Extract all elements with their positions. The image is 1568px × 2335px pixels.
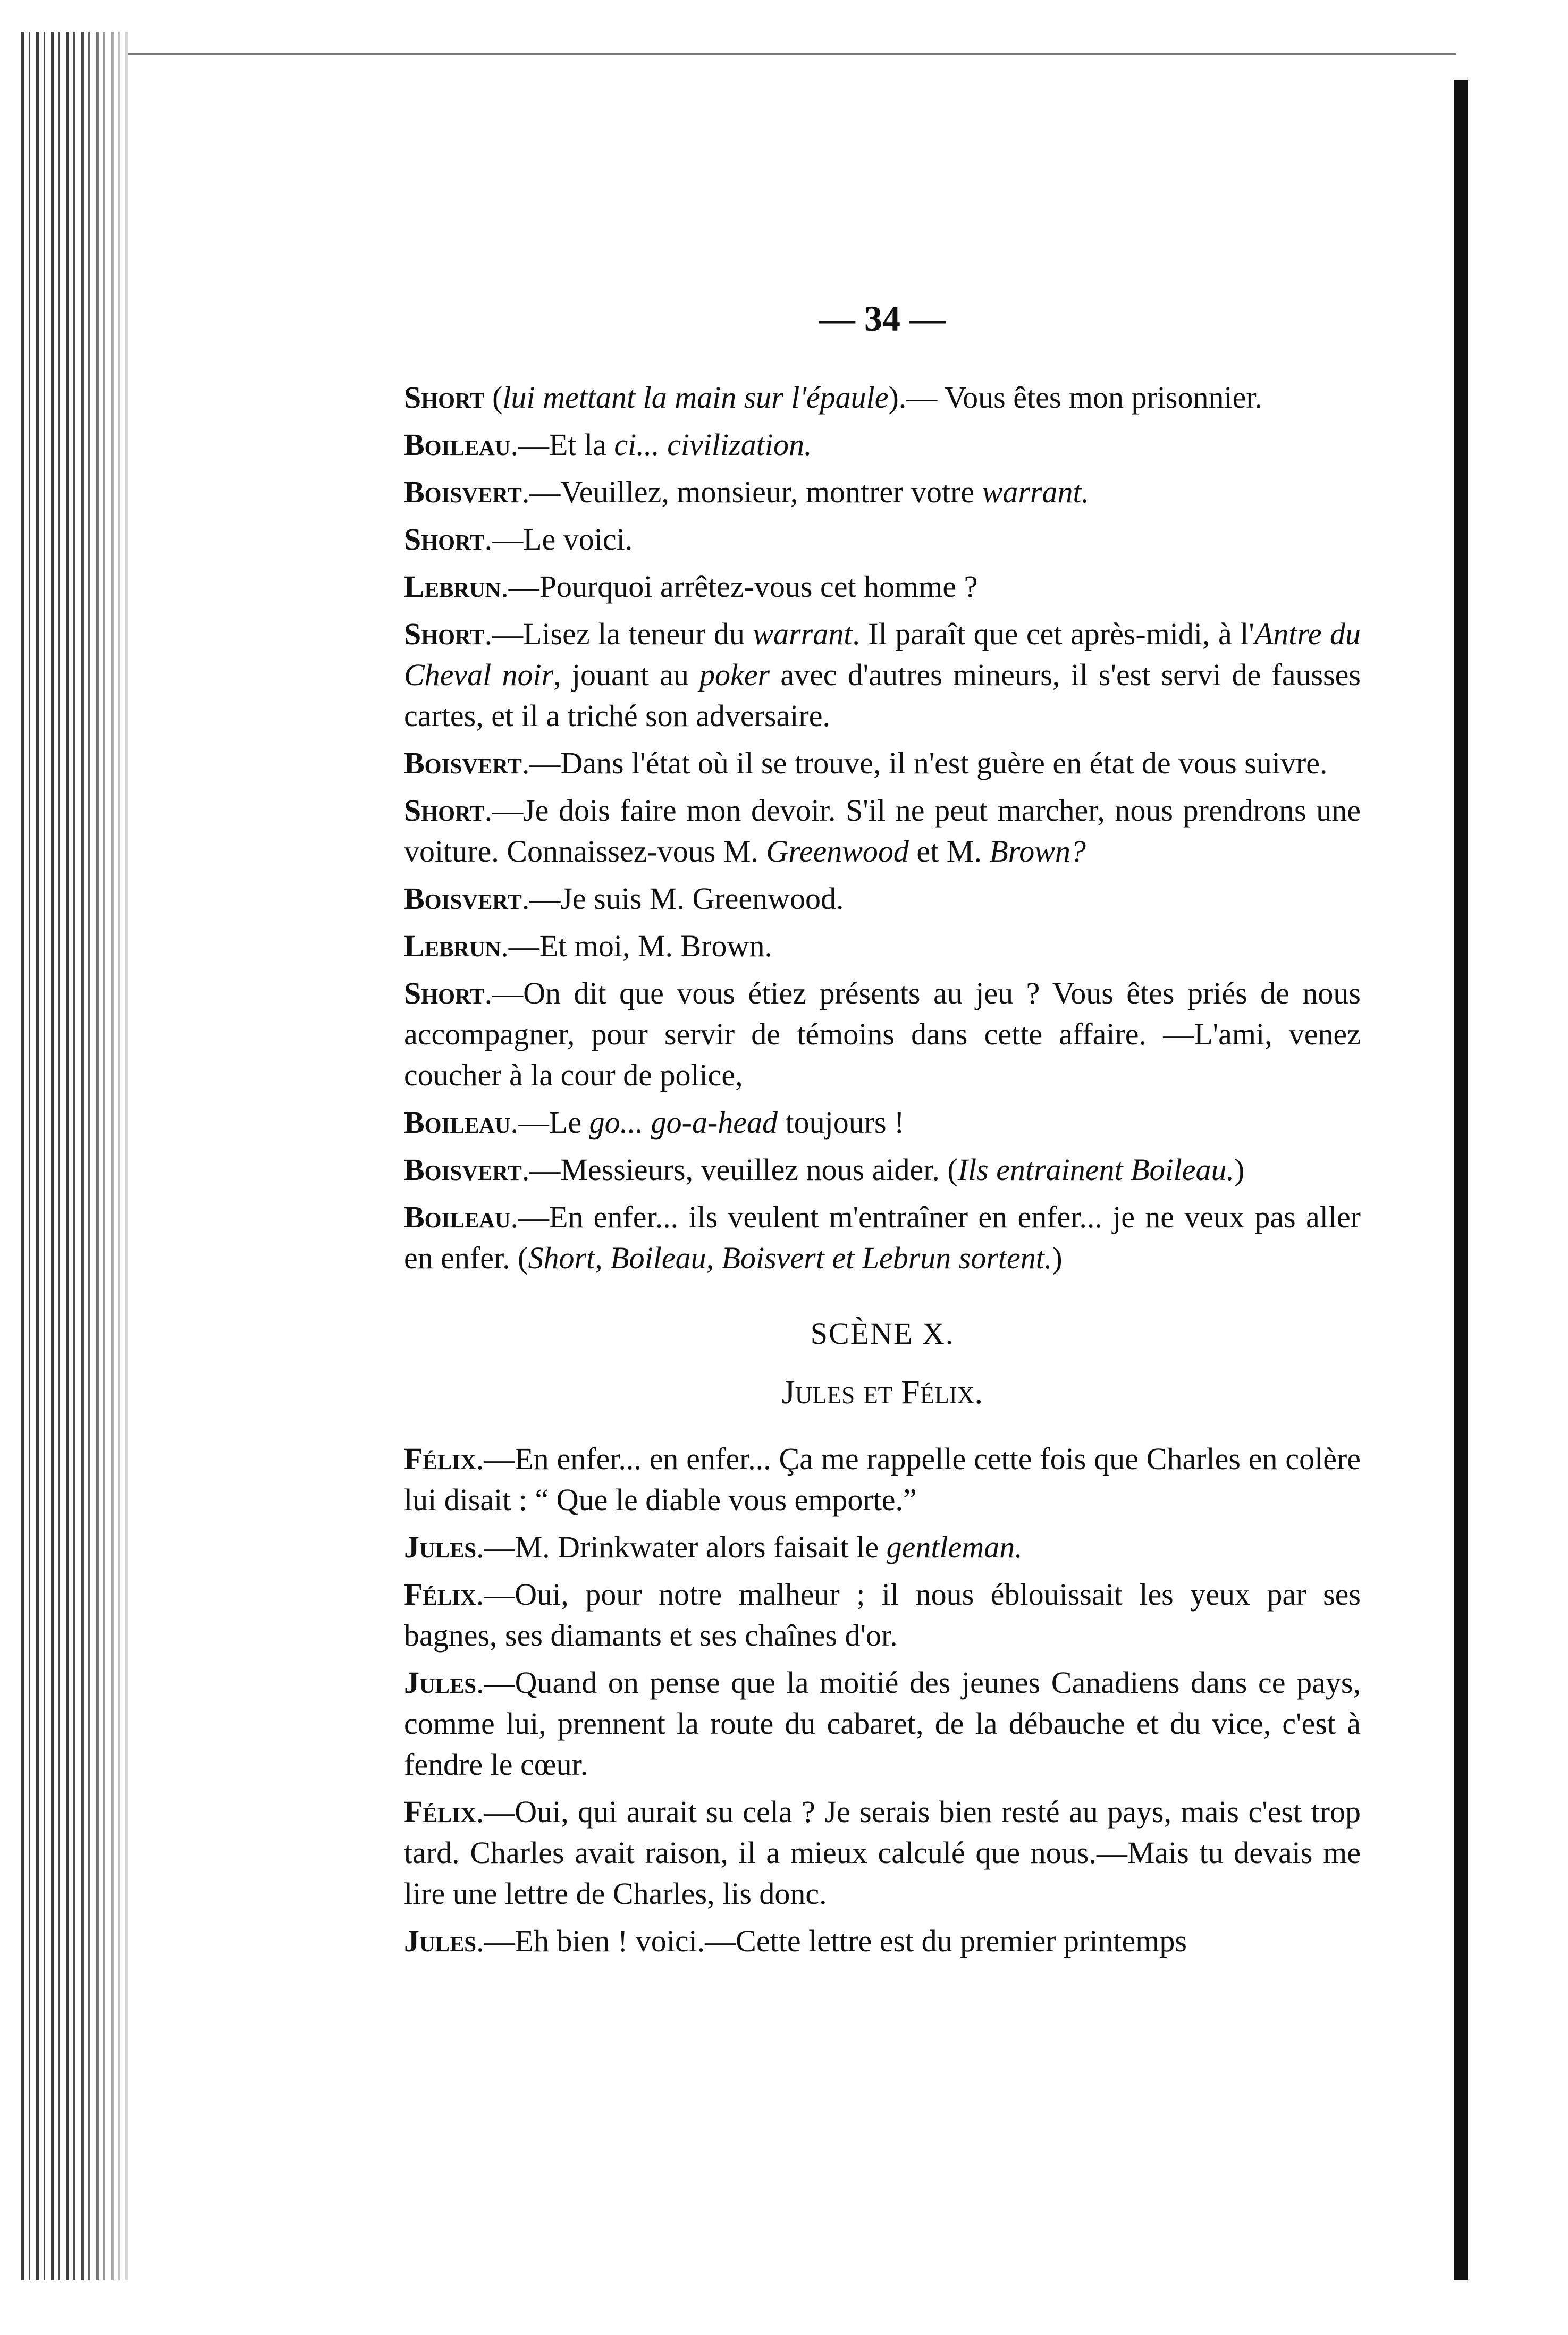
speech-text: .—Dans l'état où il se trouve, il n'est guère en état de vous suivre. [521,746,1328,780]
speech-text: , jouant au [553,657,700,692]
speech-text: ) [1234,1152,1245,1187]
italic-text: gentleman. [886,1530,1023,1564]
speech [404,878,1361,919]
italic-text: Short, Boileau, Boisvert et Lebrun sortent. [528,1241,1052,1275]
speech-text: .—Le [510,1105,589,1140]
speech [404,925,1361,966]
speaker-name: Jules [404,1924,477,1958]
italic-text: Ils entrainent Boileau. [957,1152,1234,1187]
speech-text: .—Et moi, M. Brown. [501,929,772,963]
speaker-name: Jules [404,1665,477,1700]
speaker-name: Boisvert [404,475,522,509]
scan-right-edge [1454,80,1468,2280]
speaker-name: Short [404,617,485,651]
speech [404,613,1361,736]
speech [404,377,1361,418]
italic-text: go... go-a-head [589,1105,778,1140]
speaker-name: Boisvert [404,1152,522,1187]
speech-text: ).— Vous êtes mon prisonnier. [888,380,1262,415]
speech [404,1791,1361,1914]
speaker-name: Short [404,793,485,828]
speech-text: ) [1052,1241,1063,1275]
speech-text: .—Quand on pense que la moitié des jeunes Canadiens dans ce pays, comme lui, prennent la route du cabaret, de la débauche et du vice, c'est à fendre le cœur. [404,1665,1361,1782]
speaker-name: Boileau [404,1200,511,1234]
speech [404,1102,1361,1143]
speech-text: .—Le voici. [484,522,633,557]
dialogue-block-2 [404,1438,1361,1961]
speaker-name: Boisvert [404,881,522,916]
speech-text: .—Lisez la teneur du [484,617,753,651]
speech-text: .—Pourquoi arrêtez-vous cet homme ? [501,569,978,604]
speaker-name: Jules [404,1530,477,1564]
speaker-name: Short [404,522,485,557]
speaker-name: Lebrun [404,929,501,963]
scan-top-edge [128,53,1456,55]
speech [404,743,1361,783]
speech [404,424,1361,465]
speech-text: .—Je suis M. Greenwood. [521,881,844,916]
italic-text: warrant. [982,475,1090,509]
speech-text: avec d'autres mineurs, il s'est servi de fausses cartes, et il a triché son adversaire. [404,657,1361,733]
speech [404,1149,1361,1190]
speech-text: .—Oui, qui aurait su cela ? Je serais bien resté au pays, mais c'est trop tard. Charles avait raison, il a mieux calculé que nous.—Mais tu devais me lire une lettre de Charles, lis donc. [404,1794,1361,1911]
speaker-name: Félix [404,1794,476,1829]
speech-text: .—Messieurs, veuillez nous aider. ( [521,1152,958,1187]
speech [404,471,1361,512]
speaker-name: Félix [404,1442,476,1476]
speaker-name: Boisvert [404,746,522,780]
speaker-name: Lebrun [404,569,501,604]
speaker-name: Boileau [404,427,511,462]
speech [404,790,1361,872]
speech-text: ( [484,380,503,415]
speaker-name: Félix [404,1577,476,1612]
speech [404,1527,1361,1567]
page-number: — 34 — [819,298,946,339]
speech [404,566,1361,607]
speech [404,1662,1361,1785]
speech [404,1196,1361,1278]
speech [404,1574,1361,1656]
speech-text: toujours ! [778,1105,905,1140]
speech [404,1438,1361,1520]
speech-text: . Il paraît que cet après-midi, à l' [852,617,1254,651]
dialogue-block [404,377,1361,1278]
italic-text: Antre du Cheval noir [404,617,1361,692]
speech [404,1920,1361,1961]
speech-text: .—Et la [510,427,614,462]
speaker-name: Boileau [404,1105,511,1140]
gutter-shadow [80,32,138,2280]
scene-heading: SCÈNE X. [810,1316,955,1351]
speech-text: .—M. Drinkwater alors faisait le [476,1530,887,1564]
speech [404,973,1361,1095]
speech [404,519,1361,560]
speech-text: .—En enfer... ils veulent m'entraîner en enfer... je ne veux pas aller en enfer. ( [404,1200,1361,1275]
italic-text: Brown? [989,834,1086,869]
scene-characters: Jules et Félix. [781,1373,983,1411]
italic-text: lui mettant la main sur l'épaule [502,380,889,415]
italic-text: ci... civilization. [614,427,812,462]
speech-text: .—Veuillez, monsieur, montrer votre [521,475,982,509]
speech-text: et M. [908,834,990,869]
italic-text: warrant [753,617,853,651]
italic-text: poker [699,657,770,692]
italic-text: Greenwood [766,834,909,869]
speech-text: .—En enfer... en enfer... Ça me rappelle cette fois que Charles en colère lui disait : “ Que le diable vous emporte.” [404,1442,1361,1517]
speech-text: .—Je dois faire mon devoir. S'il ne peut marcher, nous prendrons une voiture. Connaissez-vous M. [404,793,1361,869]
speaker-name: Short [404,976,485,1010]
speech-text: .—Eh bien ! voici.—Cette lettre est du premier printemps [476,1924,1187,1958]
speaker-name: Short [404,380,485,415]
book-page [404,298,1361,1968]
speech-text: .—Oui, pour notre malheur ; il nous éblouissait les yeux par ses bagnes, ses diamants et ses chaînes d'or. [404,1577,1361,1653]
speech-text: .—On dit que vous étiez présents au jeu ? Vous êtes priés de nous accompagner, pour servir de témoins dans cette affaire. —L'ami, venez coucher à la cour de police, [404,976,1361,1092]
